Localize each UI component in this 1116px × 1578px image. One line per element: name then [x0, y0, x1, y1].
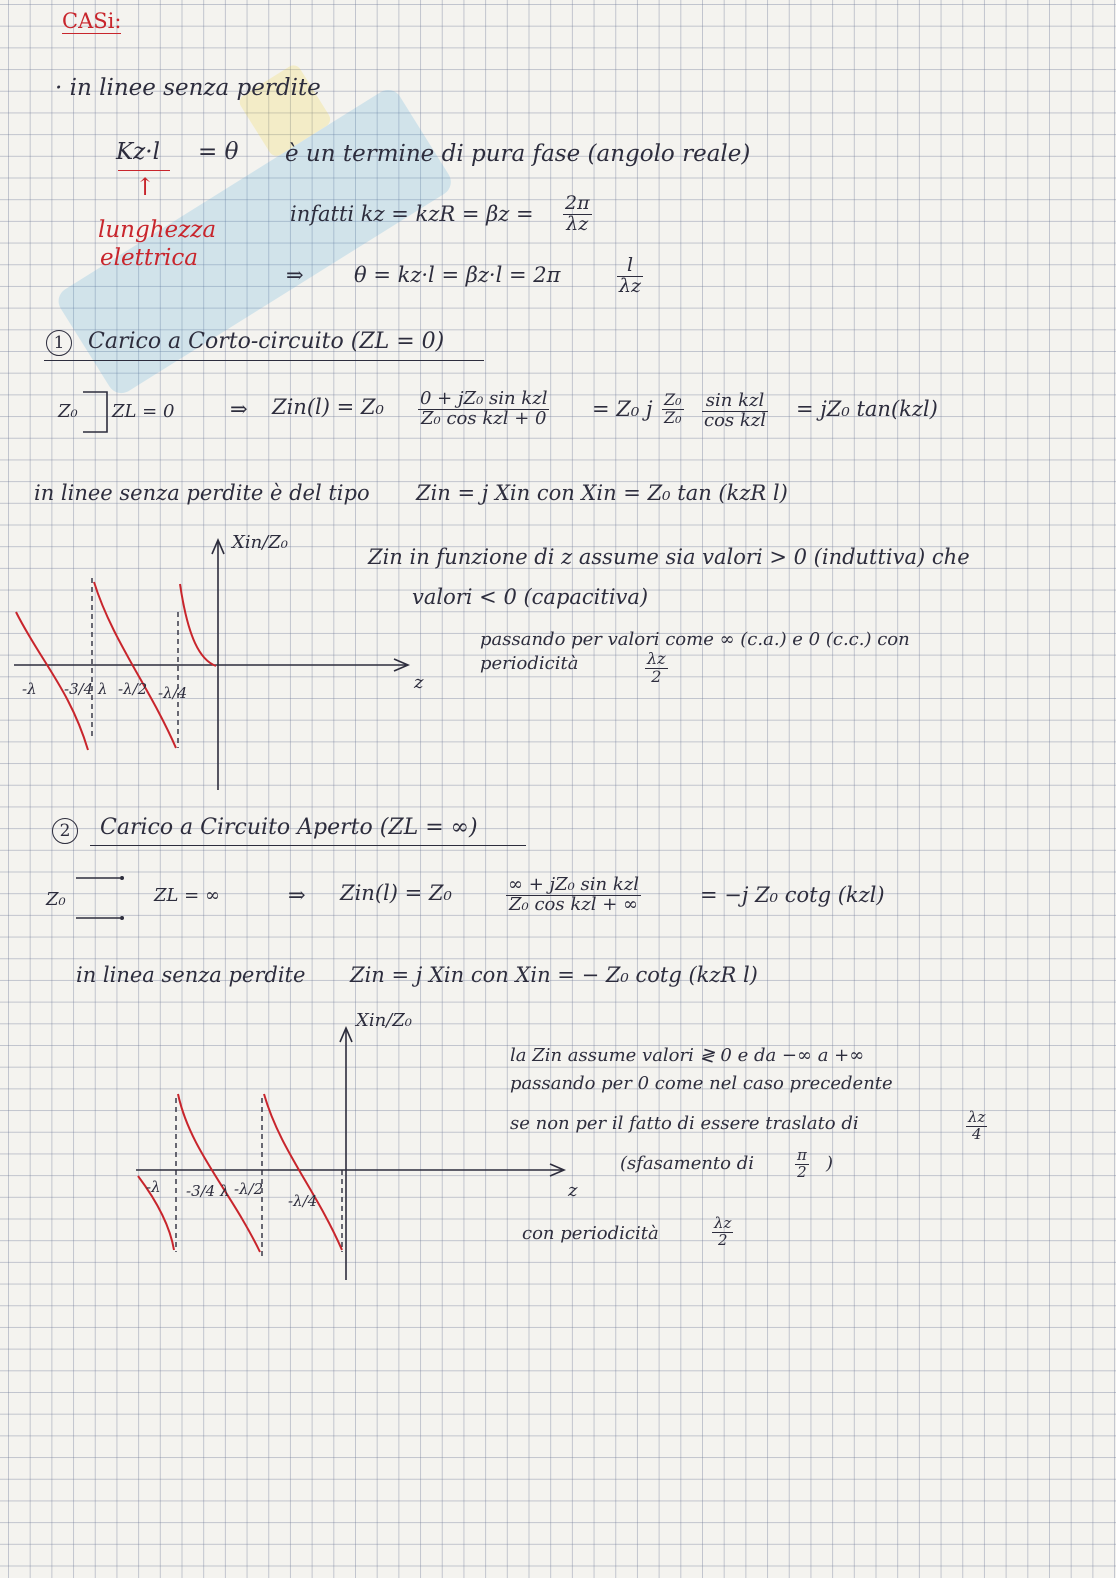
reactance-branch	[180, 584, 216, 666]
x-axis-label: z	[414, 672, 424, 693]
case1-zl-label: ZL = 0	[112, 401, 175, 422]
fraction-denominator: 2	[651, 666, 662, 686]
up-arrow-icon: ↑	[135, 173, 156, 201]
case1-period-fraction	[645, 651, 668, 686]
case2-line-eq: Zin = j Xin con Xin = − Z₀ cotg (kzR l)	[350, 963, 758, 987]
open-circuit-symbol	[62, 872, 142, 922]
fraction-numerator: 2π	[565, 192, 590, 214]
case2-desc-5: con periodicità	[522, 1223, 659, 1244]
fraction-numerator: π	[797, 1146, 807, 1164]
fraction-numerator: 0 + jZ₀ sin kzl	[420, 388, 548, 409]
case2-period-fraction	[712, 1216, 733, 1249]
case1-line-type: in linee senza perdite è del tipo	[34, 481, 370, 505]
case2-zin-label: Zin(l) = Z₀	[340, 881, 452, 905]
fraction-numerator: sin kzl	[702, 392, 768, 412]
case2-number: 2	[52, 818, 78, 844]
fraction-denominator: cos kzl	[704, 409, 767, 431]
fraction-denominator: Z₀	[664, 407, 682, 427]
plot-short-circuit-reactance	[0, 520, 440, 800]
tick-label: -λ/2	[118, 680, 148, 698]
case1-result: = jZ₀ tan(kzl)	[796, 397, 938, 421]
case2-desc-4-close: )	[826, 1153, 834, 1174]
case1-desc-4: periodicità	[480, 653, 579, 674]
plot-open-circuit-reactance	[120, 1000, 590, 1290]
x-axis-label: z	[568, 1180, 578, 1201]
case2-result: = −j Z₀ cotg (kzl)	[700, 883, 885, 907]
tick-label: -3/4 λ	[186, 1182, 230, 1200]
tick-label: -λ	[146, 1178, 161, 1196]
fraction-denominator: λz	[619, 274, 642, 297]
fraction-denominator: λz	[566, 212, 589, 235]
fraction-numerator: λz	[968, 1108, 986, 1126]
case2-fraction	[506, 876, 641, 915]
case1-zin-label: Zin(l) = Z₀	[272, 395, 384, 419]
case2-zl-label: ZL = ∞	[154, 885, 220, 906]
y-axis-label: Xin/Z₀	[232, 532, 288, 553]
reactance-branch	[178, 1094, 260, 1252]
case1-heading: Carico a Corto-circuito (ZL = 0)	[88, 329, 445, 354]
fraction-numerator: ∞ + jZ₀ sin kzl	[508, 874, 640, 895]
implies-arrow-icon: ⇒	[230, 397, 248, 421]
case2-line-type: in linea senza perdite	[76, 963, 306, 987]
fraction-numerator: l	[617, 256, 643, 277]
fraction-denominator: Z₀ cos kzl + 0	[421, 407, 547, 429]
case2-heading: Carico a Circuito Aperto (ZL = ∞)	[100, 815, 478, 840]
electrical-length-label-2: elettrica	[100, 245, 199, 271]
kzl-underline	[118, 170, 170, 171]
case2-desc-4: (sfasamento di	[620, 1153, 755, 1174]
electrical-length-label-1: lunghezza	[98, 217, 217, 243]
case1-heading-underline	[44, 360, 484, 361]
case2-z0-label: Z₀	[46, 889, 66, 910]
reactance-branch	[264, 1094, 342, 1250]
phase-description: è un termine di pura fase (angolo reale)	[285, 141, 751, 167]
case2-shift-fraction	[966, 1110, 987, 1143]
case2-desc-3: se non per il fatto di essere traslato di	[510, 1113, 859, 1134]
tick-label: -3/4 λ	[64, 680, 108, 698]
case1-desc-3: passando per valori come ∞ (c.a.) e 0 (c.c.) con	[480, 629, 910, 650]
implies-arrow-icon: ⇒	[286, 263, 304, 287]
case1-eq2: = Z₀ j	[592, 397, 653, 421]
fraction-numerator: λz	[647, 649, 666, 668]
tick-label: -λ	[22, 680, 37, 698]
case1-fraction-1	[418, 390, 549, 429]
case1-desc-2: valori < 0 (capacitiva)	[412, 585, 649, 609]
case2-phase-fraction	[795, 1148, 809, 1181]
two-pi-over-lambda	[563, 194, 592, 235]
case1-number: 1	[46, 330, 72, 356]
fraction-numerator: λz	[714, 1214, 732, 1232]
fraction-denominator: 2	[717, 1230, 728, 1249]
tick-label: -λ/4	[288, 1192, 318, 1210]
case2-desc-2: passando per 0 come nel caso precedente	[510, 1073, 893, 1094]
fraction-denominator: 2	[797, 1162, 807, 1181]
page-title: CASi:	[62, 9, 122, 33]
kzl-term: Kz·l	[116, 139, 160, 165]
implies-arrow-icon: ⇒	[288, 883, 306, 907]
theta-chain: θ = kz·l = βz·l = 2π	[354, 263, 561, 287]
infatti-eq: infatti kz = kzR = βz =	[290, 202, 534, 226]
fraction-denominator: Z₀ cos kzl + ∞	[509, 893, 638, 915]
case1-desc-1: Zin in funzione di z assume sia valori > 0 (induttiva) che	[368, 545, 970, 569]
l-over-lambda	[617, 256, 643, 297]
fraction-denominator: 4	[971, 1124, 982, 1143]
case1-line-eq: Zin = j Xin con Xin = Z₀ tan (kzR l)	[416, 481, 788, 505]
tick-label: -λ/4	[158, 684, 188, 702]
intro-bullet: · in linee senza perdite	[55, 75, 321, 101]
tick-label: -λ/2	[234, 1180, 264, 1198]
y-axis-label: Xin/Z₀	[356, 1010, 412, 1031]
fraction-numerator: Z₀	[664, 390, 682, 409]
case1-fraction-2	[662, 392, 684, 427]
theta-equality: = θ	[198, 139, 239, 165]
case1-z0-label: Z₀	[58, 401, 78, 422]
case2-heading-underline	[90, 845, 526, 846]
case1-fraction-3	[702, 392, 768, 431]
case2-desc-1: la Zin assume valori ≷ 0 e da −∞ a +∞	[510, 1045, 865, 1066]
